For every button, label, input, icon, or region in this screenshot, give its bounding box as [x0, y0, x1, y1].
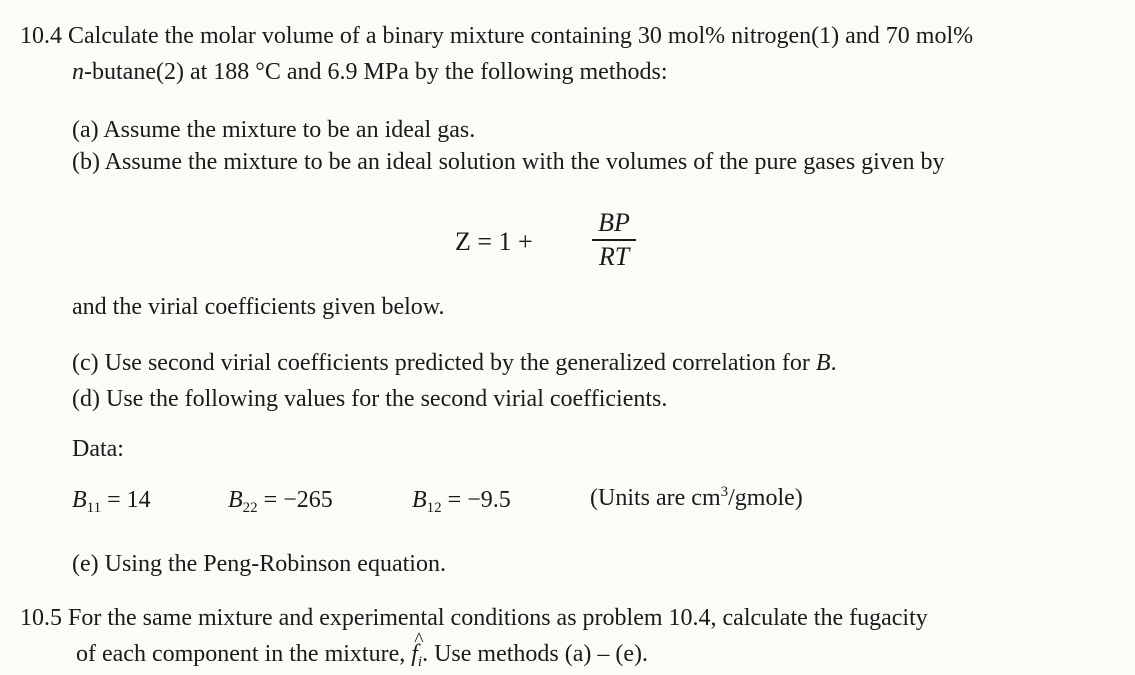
b12-value — [412, 486, 511, 514]
part-e: (e) Using the Peng-Robinson equation. — [72, 551, 446, 577]
b22-subscript: 22 — [242, 500, 258, 516]
units-text-end: /gmole) — [728, 485, 803, 511]
problem-10-4-line1 — [20, 22, 973, 50]
problem-number-2: 10.5 — [20, 605, 62, 631]
problem-10-5-text: of each component in the mixture, — [76, 641, 412, 667]
part-c — [72, 349, 837, 377]
equation-lhs: Z = 1 + — [455, 227, 533, 256]
data-label: Data: — [72, 436, 124, 462]
hat-accent: ^ — [414, 629, 424, 651]
n-prefix: n — [72, 59, 84, 85]
part-b: (b) Assume the mixture to be an ideal solution with the volumes of the pure gases given by — [72, 149, 945, 175]
part-a: (a) Assume the mixture to be an ideal gas. — [72, 117, 476, 143]
fugacity-letter: f — [411, 641, 418, 667]
b22-symbol: B — [228, 487, 243, 513]
problem-statement-2: For the same mixture and experimental conditions as problem 10.4, calculate the fugacity — [68, 605, 928, 631]
units-note — [590, 484, 803, 512]
fraction-denominator: RT — [598, 242, 630, 271]
b11-subscript: 11 — [86, 500, 102, 516]
problem-10-5-line2 — [76, 629, 649, 670]
after-equation: and the virial coefficients given below. — [72, 294, 445, 320]
b12-subscript: 12 — [426, 500, 442, 516]
problem-10-4-line2 — [72, 58, 668, 86]
problem-number: 10.4 — [20, 23, 62, 49]
units-superscript: 3 — [720, 484, 729, 500]
problem-statement: Calculate the molar volume of a binary mixture containing 30 mol% nitrogen(1) and 70 mol% — [68, 23, 974, 49]
b11-number: = 14 — [101, 487, 151, 513]
units-text: (Units are cm — [590, 485, 721, 511]
part-c-end: . — [830, 350, 837, 376]
problem-statement-cont: -butane(2) at 188 °C and 6.9 MPa by the following methods: — [84, 59, 668, 85]
equation-fraction — [592, 208, 636, 272]
part-d: (d) Use the following values for the second virial coefficients. — [72, 386, 668, 412]
fraction-numerator: BP — [598, 208, 630, 237]
part-c-symbol: B — [815, 350, 831, 376]
b22-value — [228, 486, 333, 514]
b12-symbol: B — [412, 487, 427, 513]
fugacity-subscript: i — [417, 654, 423, 670]
problem-10-5-text-end: . Use methods (a) – (e). — [422, 641, 649, 667]
b11-symbol: B — [72, 487, 87, 513]
fraction-bar — [592, 239, 636, 241]
b22-number: = −265 — [257, 487, 333, 513]
b12-number: = −9.5 — [441, 487, 511, 513]
fugacity-symbol — [411, 629, 424, 668]
b11-value — [72, 486, 151, 514]
part-c-text: (c) Use second virial coefficients predicted by the generalized correlation for — [72, 350, 816, 376]
problem-10-5-line1 — [20, 604, 928, 632]
